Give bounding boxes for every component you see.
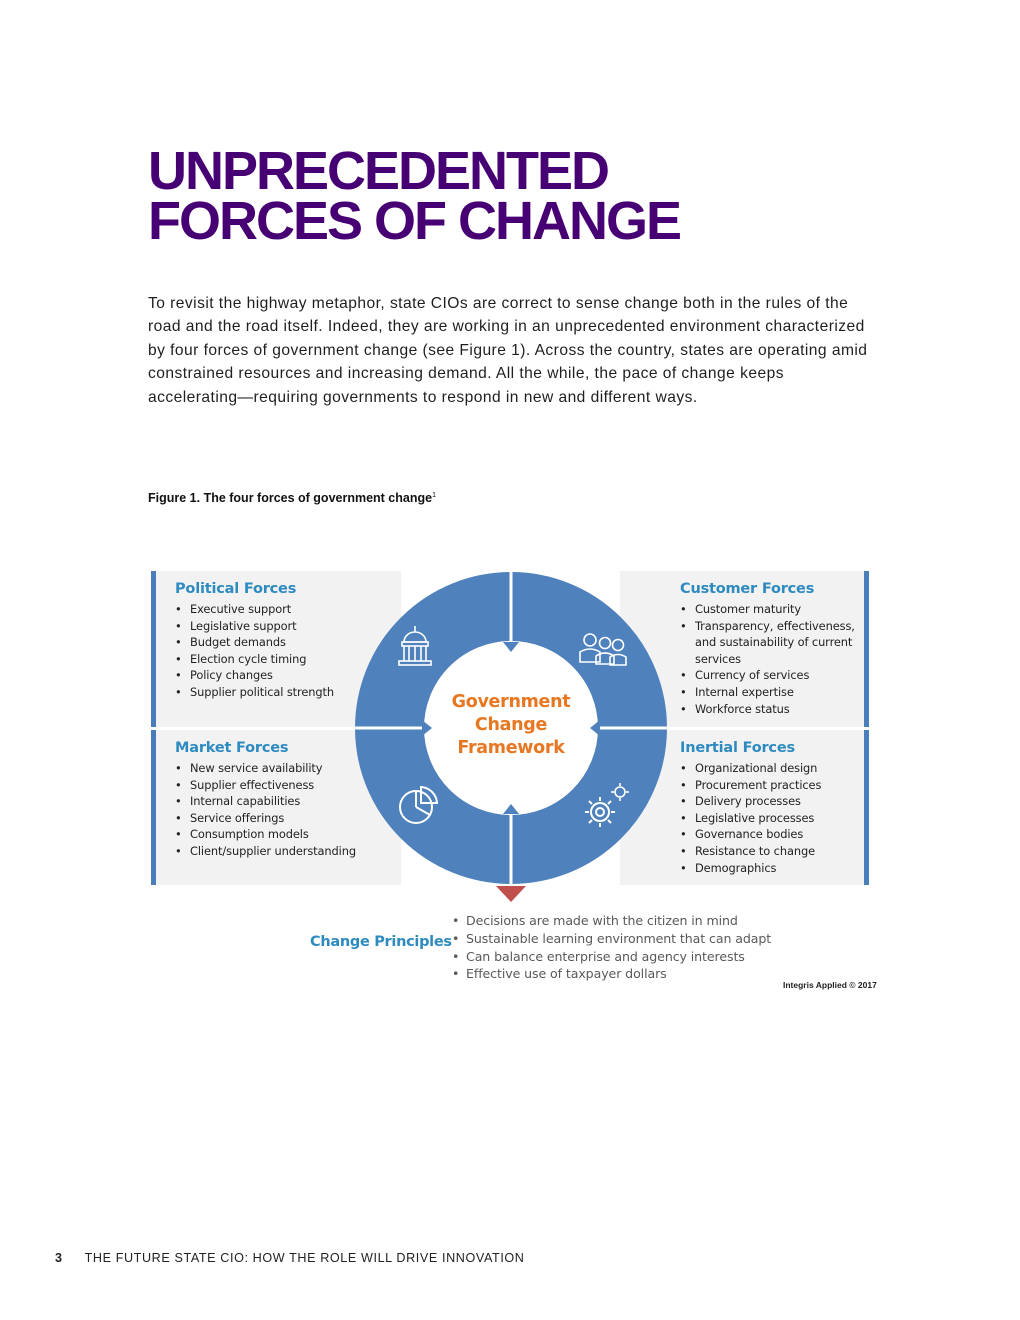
list-item: • Legislative processes xyxy=(680,810,860,827)
list-item: • Procurement practices xyxy=(680,777,860,794)
list-item: • Sustainable learning environment that can adapt xyxy=(452,930,771,948)
list-item: • Internal expertise xyxy=(680,684,860,701)
page-title-line-1: UNPRECEDENTED xyxy=(148,141,609,201)
figure-caption-text: Figure 1. The four forces of government change xyxy=(148,491,433,505)
page-title-line-2: FORCES OF CHANGE xyxy=(148,191,681,251)
figure-credit: Integris Applied © 2017 xyxy=(783,980,877,990)
ring-divider-bottom xyxy=(510,802,513,890)
ring-divider-top xyxy=(510,570,513,654)
page-title xyxy=(148,141,681,251)
principles-arrow xyxy=(496,886,526,902)
list-item: • New service availability xyxy=(175,760,385,777)
political-forces-title: Political Forces xyxy=(175,581,297,597)
customer-forces-list xyxy=(680,601,860,717)
list-item: • Organizational design xyxy=(680,760,860,777)
list-item: • Service offerings xyxy=(175,810,385,827)
page-number: 3 xyxy=(55,1251,63,1265)
notch-top xyxy=(503,642,519,652)
market-forces xyxy=(175,740,385,860)
customer-forces-title: Customer Forces xyxy=(680,581,815,597)
list-item: • Can balance enterprise and agency interests xyxy=(452,948,771,966)
inertial-forces xyxy=(680,740,860,876)
center-label-line-3: Framework xyxy=(457,738,565,758)
list-item: • Legislative support xyxy=(175,618,375,635)
political-forces-list xyxy=(175,601,375,701)
list-item: • Election cycle timing xyxy=(175,651,375,668)
list-item: • Client/supplier understanding xyxy=(175,843,385,860)
market-forces-title: Market Forces xyxy=(175,740,289,756)
inertial-forces-list xyxy=(680,760,860,876)
list-item: • Supplier effectiveness xyxy=(175,777,385,794)
change-principles-list xyxy=(452,912,771,983)
list-item: • Consumption models xyxy=(175,826,385,843)
framework-center-label xyxy=(420,691,602,760)
list-item: • Decisions are made with the citizen in mind xyxy=(452,912,771,930)
list-item: • Supplier political strength xyxy=(175,684,375,701)
footnote-mark: 1 xyxy=(432,491,436,499)
list-item: • Transparency, effectiveness, and sustainability of current services xyxy=(680,618,860,668)
list-item: • Currency of services xyxy=(680,667,860,684)
list-item: • Demographics xyxy=(680,860,860,877)
list-item: • Customer maturity xyxy=(680,601,860,618)
list-item: • Executive support xyxy=(175,601,375,618)
intro-paragraph: To revisit the highway metaphor, state CIOs are correct to sense change both in the rules of the road and the road itself. Indeed, they are working in an unprecedented environment characterized by four forces of government change (see Figure 1). Across the country, states are operating amid constrained resources and increasing demand. All the while, the pace of change keeps accelerating—requiring governments to respond in new and different ways. xyxy=(148,295,868,406)
market-forces-list xyxy=(175,760,385,860)
list-item: • Budget demands xyxy=(175,634,375,651)
list-item: • Governance bodies xyxy=(680,826,860,843)
list-item: • Resistance to change xyxy=(680,843,860,860)
list-item: • Policy changes xyxy=(175,667,375,684)
inertial-forces-title: Inertial Forces xyxy=(680,740,795,756)
center-label-line-2: Change xyxy=(474,715,548,735)
change-principles-title: Change Principles xyxy=(310,934,452,950)
figure-caption xyxy=(148,491,436,505)
center-label-line-1: Government xyxy=(451,692,571,712)
list-item: • Effective use of taxpayer dollars xyxy=(452,965,771,983)
page-footer xyxy=(55,1251,525,1265)
customer-forces xyxy=(680,581,860,717)
list-item: • Delivery processes xyxy=(680,793,860,810)
footer-title: THE FUTURE STATE CIO: HOW THE ROLE WILL DRIVE INNOVATION xyxy=(84,1251,525,1265)
notch-bottom xyxy=(503,804,519,814)
list-item: • Internal capabilities xyxy=(175,793,385,810)
list-item: • Workforce status xyxy=(680,701,860,718)
political-forces xyxy=(175,581,375,701)
